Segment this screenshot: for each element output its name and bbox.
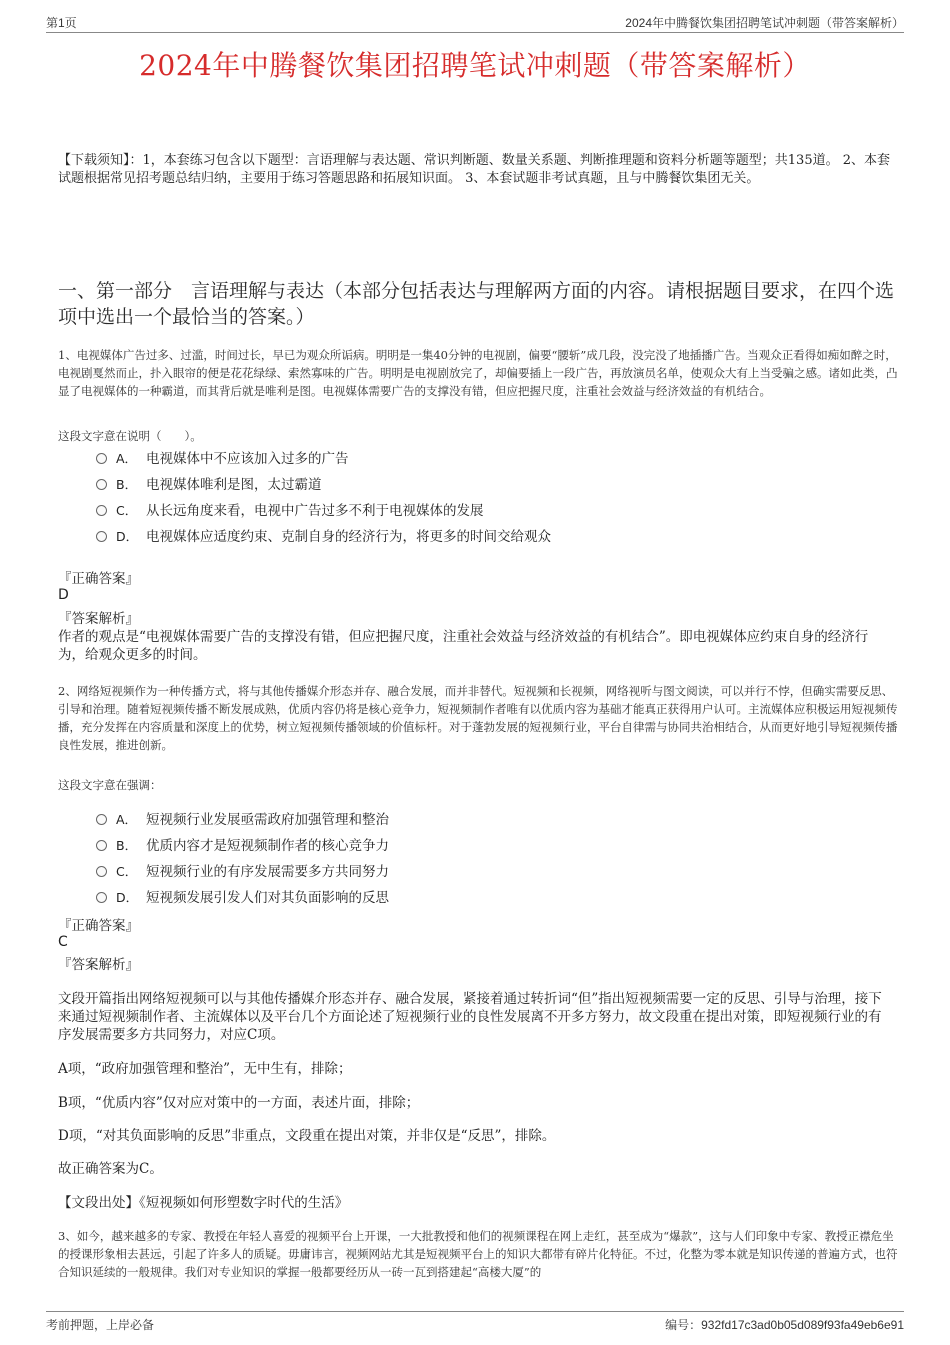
radio-icon[interactable]	[96, 840, 107, 851]
question-2-stem: 这段文字意在强调：	[58, 778, 162, 792]
footer-slogan: 考前押题，上岸必备	[46, 1318, 155, 1332]
section-heading: 一、第一部分 言语理解与表达（本部分包括表达与理解两方面的内容。请根据题目要求，在四个选项中选出一个最恰当的答案。）	[58, 280, 895, 328]
question-1-option-a[interactable]: A． 电视媒体中不应该加入过多的广告	[96, 449, 349, 469]
question-1-text: 1、电视媒体广告过多、过滥，时间过长，早已为观众所诟病。明明是一集40分钟的电视剧，偏要“腰斩”成几段，没完没了地插播广告。当观众正看得如痴如醉之时，电视剧戛然而止，扑入眼帘的便是花花绿绿、索然寡味的广告。明明是电视剧放完了，却偏要插上一段广告，再放演员名单，使观众大有上当受骗之感。诸如此类，凸显了电视媒体的一种霸道，而其背后就是唯利是图。电视媒体需要广告的支撑没有错，但应把握尺度，注重社会效益与经济效益的有机结合。	[58, 348, 898, 398]
page-title: 2024年中腾餐饮集团招聘笔试冲刺题（带答案解析）	[139, 49, 811, 82]
question-2-source: 【文段出处】《短视频如何形塑数字时代的生活》	[58, 1195, 349, 1211]
radio-icon[interactable]	[96, 453, 107, 464]
question-2-option-a[interactable]: A． 短视频行业发展亟需政府加强管理和整治	[96, 810, 389, 830]
question-1-stem: 这段文字意在说明（ ）。	[58, 429, 202, 443]
question-1-correct-label: 『正确答案』	[58, 571, 139, 587]
question-2-note-a: A项，“政府加强管理和整治”，无中生有，排除；	[58, 1061, 352, 1077]
radio-icon[interactable]	[96, 866, 107, 877]
question-2-answer: C	[58, 934, 68, 950]
question-2-correct-label: 『正确答案』	[58, 918, 139, 934]
header-rule	[46, 32, 904, 33]
question-2-analysis: 文段开篇指出网络短视频可以与其他传播媒介形态并存、融合发展，紧接着通过转折词“但”指出短视频需要一定的反思、引导与治理，接下来通过短视频制作者、主流媒体以及平台几个方面论述了短视频行业的良性发展离不开多方努力，故文段重在提出对策，即短视频行业的有序发展需要多方共同努力，对应C项。	[58, 991, 882, 1043]
question-1-option-d[interactable]: D． 电视媒体应适度约束、克制自身的经济行为，将更多的时间交给观众	[96, 527, 551, 547]
radio-icon[interactable]	[96, 479, 107, 490]
radio-icon[interactable]	[96, 892, 107, 903]
question-3-text: 3、如今，越来越多的专家、教授在年轻人喜爱的视频平台上开课，一大批教授和他们的视频课程在网上走红，甚至成为“爆款”，这与人们印象中专家、教授正襟危坐的授课形象相去甚远，引起了许多人的质疑。毋庸讳言，视频网站尤其是短视频平台上的知识大都带有碎片化特征。不过，化整为零本就是知识传递的普遍方式，也符合知识延续的一般规律。我们对专业知识的掌握一般都要经历从一砖一瓦到搭建起“高楼大厦”的	[58, 1229, 898, 1279]
question-2-note-d: D项，“对其负面影响的反思”非重点，文段重在提出对策，并非仅是“反思”，排除。	[58, 1128, 556, 1144]
running-title: 2024年中腾餐饮集团招聘笔试冲刺题（带答案解析）	[625, 16, 904, 30]
radio-icon[interactable]	[96, 531, 107, 542]
question-1-answer: D	[58, 587, 69, 603]
download-notice: 【下载须知】：1，本套练习包含以下题型：言语理解与表达题、常识判断题、数量关系题、判断推理题和资料分析题等题型；共135道。 2、本套试题根据常见招考题总结归纳，主要用于练习答题思路和拓展知识面。 3、本套试题非考试真题，且与中腾餐饮集团无关。	[58, 153, 890, 186]
question-1-analysis-label: 『答案解析』	[58, 611, 139, 627]
question-2-option-d[interactable]: D． 短视频发展引发人们对其负面影响的反思	[96, 888, 389, 908]
question-2-text: 2、网络短视频作为一种传播方式，将与其他传播媒介形态并存、融合发展，而并非替代。短视频和长视频，网络视听与图文阅读，可以并行不悖，但确实需要反思、引导和治理。随着短视频传播不断发展成熟，优质内容仍将是核心竞争力，短视频制作者唯有以优质内容为基础才能真正获得用户认可。主流媒体应积极运用短视频传播，充分发挥在内容质量和深度上的优势，树立短视频传播领域的价值标杆。对于蓬勃发展的短视频行业，平台自律需与协同共治相结合，从而更好地引导短视频传播良性发展，推进创新。	[58, 684, 898, 752]
radio-icon[interactable]	[96, 505, 107, 516]
question-1-option-b[interactable]: B． 电视媒体唯利是图，太过霸道	[96, 475, 322, 495]
radio-icon[interactable]	[96, 814, 107, 825]
page-number: 第1页	[46, 16, 77, 30]
question-2-option-b[interactable]: B． 优质内容才是短视频制作者的核心竞争力	[96, 836, 389, 856]
question-1-analysis: 作者的观点是“电视媒体需要广告的支撑没有错，但应把握尺度，注重社会效益与经济效益的有机结合”。即电视媒体应约束自身的经济行为，给观众更多的时间。	[58, 629, 869, 663]
question-2-conclusion: 故正确答案为C。	[58, 1161, 163, 1177]
footer-rule	[46, 1311, 904, 1312]
question-1-option-c[interactable]: C． 从长远角度来看，电视中广告过多不利于电视媒体的发展	[96, 501, 484, 521]
footer-serial: 编号：932fd17c3ad0b05d089f93fa49eb6e91	[665, 1318, 904, 1332]
question-2-option-c[interactable]: C． 短视频行业的有序发展需要多方共同努力	[96, 862, 389, 882]
question-2-analysis-label: 『答案解析』	[58, 957, 139, 973]
question-2-note-b: B项，“优质内容”仅对应对策中的一方面，表述片面，排除；	[58, 1095, 420, 1111]
